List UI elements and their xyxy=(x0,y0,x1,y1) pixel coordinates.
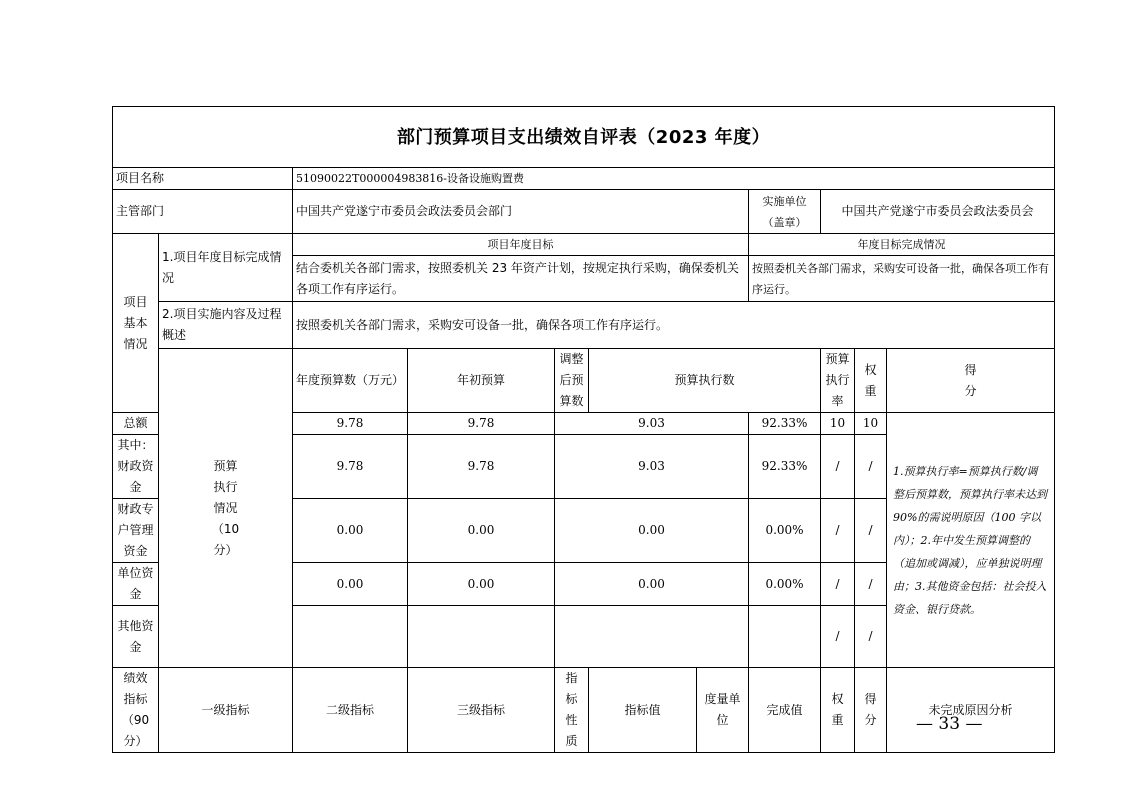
budget-row-executed: 9.03 xyxy=(555,435,749,499)
header-perf-weight xyxy=(821,668,855,753)
header-nature-3: 性 xyxy=(565,713,578,727)
budget-row-score: 10 xyxy=(855,413,887,435)
header-initial: 年初预算 xyxy=(408,349,555,413)
header-perf-weight-2: 重 xyxy=(831,713,844,727)
budget-row-score: / xyxy=(855,563,887,606)
budget-row-score: / xyxy=(855,499,887,563)
header-level2: 二级指标 xyxy=(293,668,408,753)
header-nature-4: 质 xyxy=(565,734,578,748)
budget-row-executed: 0.00 xyxy=(555,499,749,563)
budget-row-adjusted: 0.00 xyxy=(408,499,555,563)
budget-row-rate: 0.00% xyxy=(749,563,821,606)
performance-label-2: 指标 xyxy=(123,692,148,706)
basic-label-3: 情况 xyxy=(123,336,148,351)
col-target-header: 项目年度目标 xyxy=(293,234,749,256)
project-name-label: 项目名称 xyxy=(113,168,293,190)
col-completion-header: 年度目标完成情况 xyxy=(749,234,1055,256)
header-rate xyxy=(821,349,855,413)
basic-label-1: 项目 xyxy=(123,294,148,309)
budget-row-adjusted: 0.00 xyxy=(408,563,555,606)
performance-label xyxy=(113,668,159,753)
header-unit-2: 位 xyxy=(716,713,729,727)
header-score xyxy=(887,349,1055,413)
budget-row-weight: / xyxy=(821,499,855,563)
header-level3: 三级指标 xyxy=(408,668,555,753)
header-unit-1: 度量单 xyxy=(704,692,741,706)
budget-row-rate: 0.00% xyxy=(749,499,821,563)
impl-unit-label-line2: （盖章） xyxy=(762,215,807,229)
budget-row-initial: 0.00 xyxy=(293,499,408,563)
budget-row-score: / xyxy=(855,435,887,499)
row2-content: 按照委机关各部门需求，采购安可设备一批，确保各项工作有序运行。 xyxy=(293,302,1055,349)
header-rate-1: 预算执行 xyxy=(825,352,850,387)
budget-row-adjusted xyxy=(408,606,555,668)
header-level1: 一级指标 xyxy=(159,668,293,753)
header-weight xyxy=(855,349,887,413)
header-nature xyxy=(555,668,589,753)
budget-row-executed: 0.00 xyxy=(555,563,749,606)
row1-label: 1.项目年度目标完成情况 xyxy=(159,234,293,302)
budget-label-1: 预算 xyxy=(213,458,238,473)
row1-completion: 按照委机关各部门需求，采购安可设备一批，确保各项工作有序运行。 xyxy=(749,256,1055,302)
budget-row-name: 其他资金 xyxy=(113,606,159,668)
table-title: 部门预算项目支出绩效自评表（2023 年度） xyxy=(113,107,1055,168)
impl-unit-label xyxy=(749,190,821,234)
budget-row-name: 财政专户管理资金 xyxy=(113,499,159,563)
performance-label-3: （90 xyxy=(121,713,150,727)
budget-note: 1.预算执行率=预算执行数/调整后预算数，预算执行率未达到 90%的需说明原因（100 字以内）；2.年中发生预算调整的（追加或调减），应单独说明理由；3.其他资金包括：社会投入资金、银行贷款。 xyxy=(887,413,1055,668)
performance-label-4: 分） xyxy=(123,734,148,748)
header-unit xyxy=(697,668,749,753)
budget-row-adjusted: 9.78 xyxy=(408,435,555,499)
header-perf-score-1: 得 xyxy=(864,692,877,706)
row2-label: 2.项目实施内容及过程概述 xyxy=(159,302,293,349)
budget-row-rate: 92.33% xyxy=(749,413,821,435)
budget-row-name: 总额 xyxy=(113,413,159,435)
impl-unit-value: 中国共产党遂宁市委员会政法委员会 xyxy=(821,190,1055,234)
row1-target: 结合委机关各部门需求，按照委机关 23 年资产计划，按规定执行采购，确保委机关各项工作有序运行。 xyxy=(293,256,749,302)
basic-info-label xyxy=(113,234,159,413)
budget-row-score: / xyxy=(855,606,887,668)
department-label: 主管部门 xyxy=(113,190,293,234)
budget-row-initial: 9.78 xyxy=(293,413,408,435)
budget-row-executed xyxy=(555,606,749,668)
budget-row-weight: / xyxy=(821,606,855,668)
project-name-value: 51090022T000004983816-设备设施购置费 xyxy=(293,168,1055,190)
header-adjusted: 调整后预算数 xyxy=(555,349,589,413)
header-score-2: 分 xyxy=(964,383,977,398)
header-rate-2: 率 xyxy=(831,394,844,408)
impl-unit-label-line1: 实施单位 xyxy=(762,194,807,208)
header-weight-1: 权 xyxy=(864,362,877,377)
department-value: 中国共产党遂宁市委员会政法委员会部门 xyxy=(293,190,749,234)
budget-row-weight: / xyxy=(821,563,855,606)
header-perf-score xyxy=(855,668,887,753)
header-target-value: 指标值 xyxy=(589,668,697,753)
budget-row-name: 其中：财政资金 xyxy=(113,435,159,499)
budget-row-weight: / xyxy=(821,435,855,499)
self-evaluation-table xyxy=(112,106,1055,753)
budget-label-4: （10 xyxy=(211,521,240,536)
budget-row-weight: 10 xyxy=(821,413,855,435)
header-annual: 年度预算数（万元） xyxy=(293,349,408,413)
budget-row-initial: 0.00 xyxy=(293,563,408,606)
budget-row-executed: 9.03 xyxy=(555,413,749,435)
budget-row-rate xyxy=(749,606,821,668)
budget-label-3: 情况 xyxy=(213,500,238,515)
header-perf-score-2: 分 xyxy=(864,713,877,727)
performance-label-1: 绩效 xyxy=(123,671,148,685)
header-analysis: 未完成原因分析 xyxy=(887,668,1055,753)
budget-row-initial: 9.78 xyxy=(293,435,408,499)
header-completed: 完成值 xyxy=(749,668,821,753)
header-nature-1: 指 xyxy=(565,671,578,685)
basic-label-2: 基本 xyxy=(123,315,148,330)
budget-label-2: 执行 xyxy=(213,479,238,494)
header-nature-2: 标 xyxy=(565,692,578,706)
budget-row-initial xyxy=(293,606,408,668)
header-score-1: 得 xyxy=(964,362,977,377)
header-weight-2: 重 xyxy=(864,383,877,398)
page-number: — 33 — xyxy=(916,714,983,734)
header-perf-weight-1: 权 xyxy=(831,692,844,706)
header-executed: 预算执行数 xyxy=(589,349,821,413)
budget-row-name: 单位资金 xyxy=(113,563,159,606)
budget-row-adjusted: 9.78 xyxy=(408,413,555,435)
budget-row-rate: 92.33% xyxy=(749,435,821,499)
budget-label xyxy=(159,349,293,668)
budget-label-5: 分） xyxy=(213,542,238,557)
